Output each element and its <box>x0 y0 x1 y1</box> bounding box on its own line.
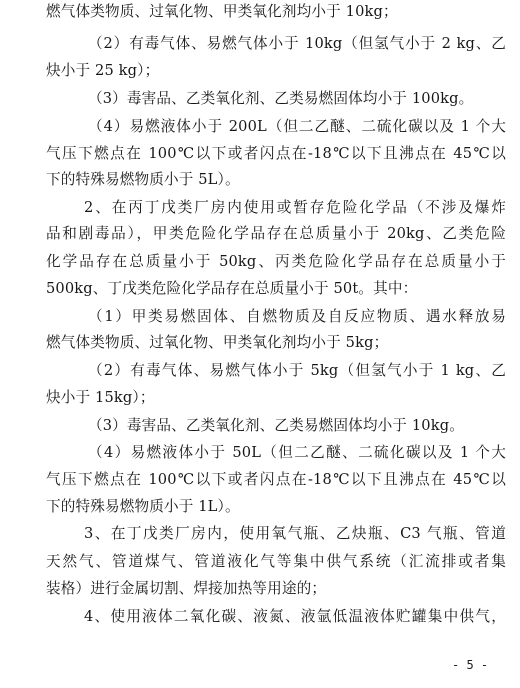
text-line: 燃气体类物质、过氧化物、甲类氧化剂均小于 5kg； <box>46 334 389 351</box>
text-line: 500kg、丁戊类危险化学品存在总质量小于 50t。其中： <box>46 280 418 297</box>
text-line: （4）易燃液体小于 50L（但二乙醚、二硫化碳以及 1 个大 <box>88 444 506 461</box>
text-line: 装格）进行金属切割、焊接加热等用途的； <box>46 580 327 597</box>
text-line: 天然气、管道煤气、管道液化气等集中供气系统（汇流排或者集 <box>46 553 506 570</box>
text-line: 2、在丙丁戊类厂房内使用或暂存危险化学品（不涉及爆炸 <box>84 199 506 216</box>
text-line: 品和剧毒品），甲类危险化学品存在总质量小于 20kg、乙类危险 <box>46 225 506 242</box>
text-line: 炔小于 25 kg）； <box>46 62 160 79</box>
text-line: 4、使用液体二氧化碳、液氮、液氩低温液体贮罐集中供气， <box>84 608 506 625</box>
text-line: 化学品存在总质量小于 50kg、丙类危险化学品存在总质量小于 <box>46 253 506 270</box>
text-line: （3）毒害品、乙类氧化剂、乙类易燃固体均小于 10kg。 <box>88 417 464 434</box>
text-line: 3、在丁戊类厂房内，使用氧气瓶、乙炔瓶、C3 气瓶、管道 <box>84 525 506 542</box>
text-line: （3）毒害品、乙类氧化剂、乙类易燃固体均小于 100kg。 <box>88 90 474 107</box>
text-line: （4）易燃液体小于 200L（但二乙醚、二硫化碳以及 1 个大 <box>88 118 506 135</box>
text-line: （2）有毒气体、易燃气体小于 5kg（但氢气小于 1 kg、乙 <box>88 362 506 379</box>
text-line: 炔小于 15kg）； <box>46 389 155 406</box>
page-number: - 5 - <box>452 658 489 672</box>
text-line: 下的特殊易燃物质小于 1L）。 <box>46 498 240 515</box>
text-line: 气压下燃点在 100℃以下或者闪点在-18℃以下且沸点在 45℃以 <box>46 471 506 488</box>
text-line: 燃气体类物质、过氧化物、甲类氧化剂均小于 10kg； <box>46 3 398 20</box>
text-line: 气压下燃点在 100℃以下或者闪点在-18℃以下且沸点在 45℃以 <box>46 145 506 162</box>
text-line: （2）有毒气体、易燃气体小于 10kg（但氢气小于 2 kg、乙 <box>88 35 506 52</box>
text-line: （1）甲类易燃固体、自燃物质及自反应物质、遇水释放易 <box>88 308 506 325</box>
text-line: 下的特殊易燃物质小于 5L）。 <box>46 171 240 188</box>
